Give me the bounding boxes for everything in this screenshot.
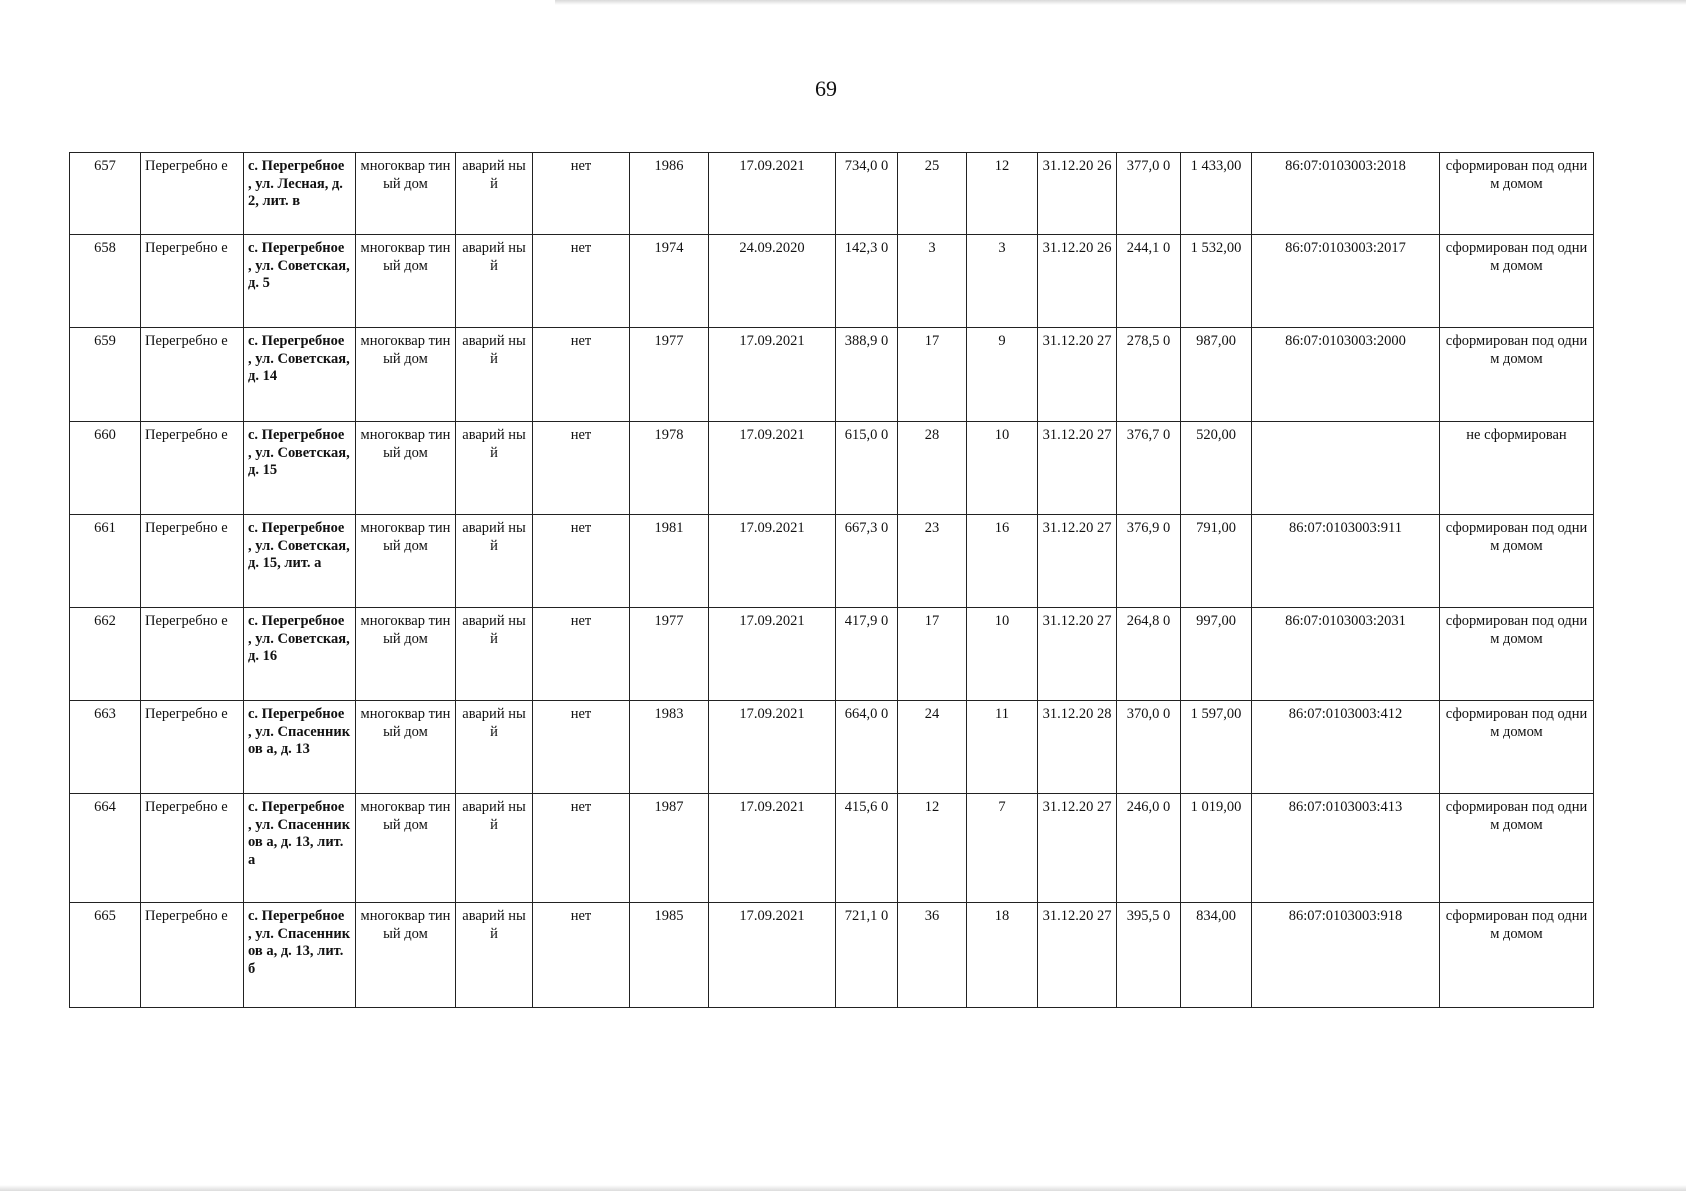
- premises-cell: 9: [967, 328, 1038, 422]
- settlement-cell: Перегребно е: [141, 515, 244, 608]
- recognition-date-cell: 17.09.2021: [709, 328, 836, 422]
- condition-cell: аварий ный: [456, 328, 533, 422]
- settlement-cell: Перегребно е: [141, 794, 244, 903]
- building-type-cell: многоквар тиный дом: [356, 608, 456, 701]
- total-area-cell: 142,3 0: [836, 235, 898, 328]
- flag-cell: нет: [533, 515, 630, 608]
- condition-cell: аварий ный: [456, 608, 533, 701]
- land-area-cell: 1 433,00: [1181, 153, 1252, 235]
- land-area-cell: 1 019,00: [1181, 794, 1252, 903]
- resettlement-deadline-cell: 31.12.20 27: [1038, 794, 1117, 903]
- table-row: [70, 903, 1594, 1008]
- flag-cell: нет: [533, 328, 630, 422]
- cadastral-number-cell: 86:07:0103003:911: [1252, 515, 1440, 608]
- total-area-cell: 388,9 0: [836, 328, 898, 422]
- residents-cell: 3: [898, 235, 967, 328]
- condition-cell: аварий ный: [456, 235, 533, 328]
- recognition-date-cell: 17.09.2021: [709, 794, 836, 903]
- premises-cell: 12: [967, 153, 1038, 235]
- row-number-cell: 657: [70, 153, 141, 235]
- residents-cell: 23: [898, 515, 967, 608]
- year-cell: 1981: [630, 515, 709, 608]
- year-cell: 1978: [630, 422, 709, 515]
- recognition-date-cell: 17.09.2021: [709, 608, 836, 701]
- living-area-cell: 376,7 0: [1117, 422, 1181, 515]
- recognition-date-cell: 17.09.2021: [709, 515, 836, 608]
- year-cell: 1983: [630, 701, 709, 794]
- settlement-cell: Перегребно е: [141, 235, 244, 328]
- address-cell: с. Перегребное , ул. Советская, д. 5: [244, 235, 356, 328]
- land-status-cell: сформирован под одним домом: [1440, 903, 1594, 1008]
- total-area-cell: 615,0 0: [836, 422, 898, 515]
- residents-cell: 24: [898, 701, 967, 794]
- table-row: [70, 422, 1594, 515]
- land-status-cell: сформирован под одним домом: [1440, 328, 1594, 422]
- premises-cell: 3: [967, 235, 1038, 328]
- resettlement-deadline-cell: 31.12.20 27: [1038, 608, 1117, 701]
- total-area-cell: 734,0 0: [836, 153, 898, 235]
- premises-cell: 16: [967, 515, 1038, 608]
- flag-cell: нет: [533, 608, 630, 701]
- row-number-cell: 659: [70, 328, 141, 422]
- year-cell: 1987: [630, 794, 709, 903]
- row-number-cell: 662: [70, 608, 141, 701]
- row-number-cell: 665: [70, 903, 141, 1008]
- housing-register-table: [69, 152, 1594, 1008]
- address-cell: с. Перегребное , ул. Спасенников а, д. 13, лит. а: [244, 794, 356, 903]
- land-area-cell: 1 532,00: [1181, 235, 1252, 328]
- resettlement-deadline-cell: 31.12.20 27: [1038, 903, 1117, 1008]
- living-area-cell: 377,0 0: [1117, 153, 1181, 235]
- land-area-cell: 1 597,00: [1181, 701, 1252, 794]
- building-type-cell: многоквар тиный дом: [356, 701, 456, 794]
- land-status-cell: сформирован под одним домом: [1440, 153, 1594, 235]
- cadastral-number-cell: [1252, 422, 1440, 515]
- year-cell: 1985: [630, 903, 709, 1008]
- table-row: [70, 153, 1594, 235]
- flag-cell: нет: [533, 422, 630, 515]
- flag-cell: нет: [533, 701, 630, 794]
- address-cell: с. Перегребное , ул. Советская, д. 15: [244, 422, 356, 515]
- land-status-cell: сформирован под одним домом: [1440, 608, 1594, 701]
- condition-cell: аварий ный: [456, 794, 533, 903]
- land-area-cell: 520,00: [1181, 422, 1252, 515]
- residents-cell: 28: [898, 422, 967, 515]
- land-area-cell: 834,00: [1181, 903, 1252, 1008]
- land-area-cell: 987,00: [1181, 328, 1252, 422]
- cadastral-number-cell: 86:07:0103003:412: [1252, 701, 1440, 794]
- cadastral-number-cell: 86:07:0103003:2017: [1252, 235, 1440, 328]
- building-type-cell: многоквар тиный дом: [356, 794, 456, 903]
- premises-cell: 11: [967, 701, 1038, 794]
- address-cell: с. Перегребное , ул. Советская, д. 14: [244, 328, 356, 422]
- resettlement-deadline-cell: 31.12.20 27: [1038, 328, 1117, 422]
- flag-cell: нет: [533, 235, 630, 328]
- table-row: [70, 515, 1594, 608]
- row-number-cell: 664: [70, 794, 141, 903]
- total-area-cell: 721,1 0: [836, 903, 898, 1008]
- building-type-cell: многоквар тиный дом: [356, 235, 456, 328]
- land-status-cell: сформирован под одним домом: [1440, 235, 1594, 328]
- resettlement-deadline-cell: 31.12.20 28: [1038, 701, 1117, 794]
- settlement-cell: Перегребно е: [141, 701, 244, 794]
- recognition-date-cell: 17.09.2021: [709, 153, 836, 235]
- condition-cell: аварий ный: [456, 153, 533, 235]
- flag-cell: нет: [533, 903, 630, 1008]
- settlement-cell: Перегребно е: [141, 608, 244, 701]
- residents-cell: 17: [898, 608, 967, 701]
- table-row: [70, 608, 1594, 701]
- cadastral-number-cell: 86:07:0103003:413: [1252, 794, 1440, 903]
- cadastral-number-cell: 86:07:0103003:2000: [1252, 328, 1440, 422]
- recognition-date-cell: 24.09.2020: [709, 235, 836, 328]
- living-area-cell: 395,5 0: [1117, 903, 1181, 1008]
- page-number: 69: [815, 76, 837, 101]
- residents-cell: 17: [898, 328, 967, 422]
- land-status-cell: сформирован под одним домом: [1440, 794, 1594, 903]
- total-area-cell: 415,6 0: [836, 794, 898, 903]
- table-row: [70, 794, 1594, 903]
- total-area-cell: 664,0 0: [836, 701, 898, 794]
- total-area-cell: 667,3 0: [836, 515, 898, 608]
- cadastral-number-cell: 86:07:0103003:2031: [1252, 608, 1440, 701]
- premises-cell: 18: [967, 903, 1038, 1008]
- condition-cell: аварий ный: [456, 515, 533, 608]
- residents-cell: 12: [898, 794, 967, 903]
- address-cell: с. Перегребное , ул. Советская, д. 16: [244, 608, 356, 701]
- address-cell: с. Перегребное , ул. Лесная, д. 2, лит. в: [244, 153, 356, 235]
- living-area-cell: 246,0 0: [1117, 794, 1181, 903]
- address-cell: с. Перегребное , ул. Спасенников а, д. 13, лит. б: [244, 903, 356, 1008]
- total-area-cell: 417,9 0: [836, 608, 898, 701]
- premises-cell: 10: [967, 608, 1038, 701]
- premises-cell: 7: [967, 794, 1038, 903]
- resettlement-deadline-cell: 31.12.20 26: [1038, 153, 1117, 235]
- recognition-date-cell: 17.09.2021: [709, 422, 836, 515]
- building-type-cell: многоквар тиный дом: [356, 903, 456, 1008]
- table-row: [70, 235, 1594, 328]
- land-area-cell: 791,00: [1181, 515, 1252, 608]
- table-body: [70, 153, 1594, 1008]
- resettlement-deadline-cell: 31.12.20 27: [1038, 422, 1117, 515]
- address-cell: с. Перегребное , ул. Спасенников а, д. 13: [244, 701, 356, 794]
- year-cell: 1977: [630, 608, 709, 701]
- building-type-cell: многоквар тиный дом: [356, 515, 456, 608]
- building-type-cell: многоквар тиный дом: [356, 422, 456, 515]
- condition-cell: аварий ный: [456, 701, 533, 794]
- address-cell: с. Перегребное , ул. Советская, д. 15, лит. а: [244, 515, 356, 608]
- resettlement-deadline-cell: 31.12.20 26: [1038, 235, 1117, 328]
- table-row: [70, 701, 1594, 794]
- residents-cell: 36: [898, 903, 967, 1008]
- row-number-cell: 663: [70, 701, 141, 794]
- year-cell: 1977: [630, 328, 709, 422]
- land-status-cell: сформирован под одним домом: [1440, 515, 1594, 608]
- settlement-cell: Перегребно е: [141, 903, 244, 1008]
- recognition-date-cell: 17.09.2021: [709, 701, 836, 794]
- settlement-cell: Перегребно е: [141, 328, 244, 422]
- row-number-cell: 660: [70, 422, 141, 515]
- premises-cell: 10: [967, 422, 1038, 515]
- building-type-cell: многоквар тиный дом: [356, 328, 456, 422]
- cadastral-number-cell: 86:07:0103003:2018: [1252, 153, 1440, 235]
- living-area-cell: 376,9 0: [1117, 515, 1181, 608]
- row-number-cell: 661: [70, 515, 141, 608]
- scan-edge-top: [555, 0, 1686, 5]
- living-area-cell: 278,5 0: [1117, 328, 1181, 422]
- row-number-cell: 658: [70, 235, 141, 328]
- condition-cell: аварий ный: [456, 422, 533, 515]
- table-row: [70, 328, 1594, 422]
- settlement-cell: Перегребно е: [141, 422, 244, 515]
- residents-cell: 25: [898, 153, 967, 235]
- settlement-cell: Перегребно е: [141, 153, 244, 235]
- flag-cell: нет: [533, 794, 630, 903]
- living-area-cell: 264,8 0: [1117, 608, 1181, 701]
- resettlement-deadline-cell: 31.12.20 27: [1038, 515, 1117, 608]
- cadastral-number-cell: 86:07:0103003:918: [1252, 903, 1440, 1008]
- year-cell: 1986: [630, 153, 709, 235]
- land-status-cell: сформирован под одним домом: [1440, 701, 1594, 794]
- year-cell: 1974: [630, 235, 709, 328]
- building-type-cell: многоквар тиный дом: [356, 153, 456, 235]
- living-area-cell: 370,0 0: [1117, 701, 1181, 794]
- scan-edge-bottom: [0, 1185, 1686, 1191]
- recognition-date-cell: 17.09.2021: [709, 903, 836, 1008]
- land-area-cell: 997,00: [1181, 608, 1252, 701]
- living-area-cell: 244,1 0: [1117, 235, 1181, 328]
- flag-cell: нет: [533, 153, 630, 235]
- land-status-cell: не сформирован: [1440, 422, 1594, 515]
- condition-cell: аварий ный: [456, 903, 533, 1008]
